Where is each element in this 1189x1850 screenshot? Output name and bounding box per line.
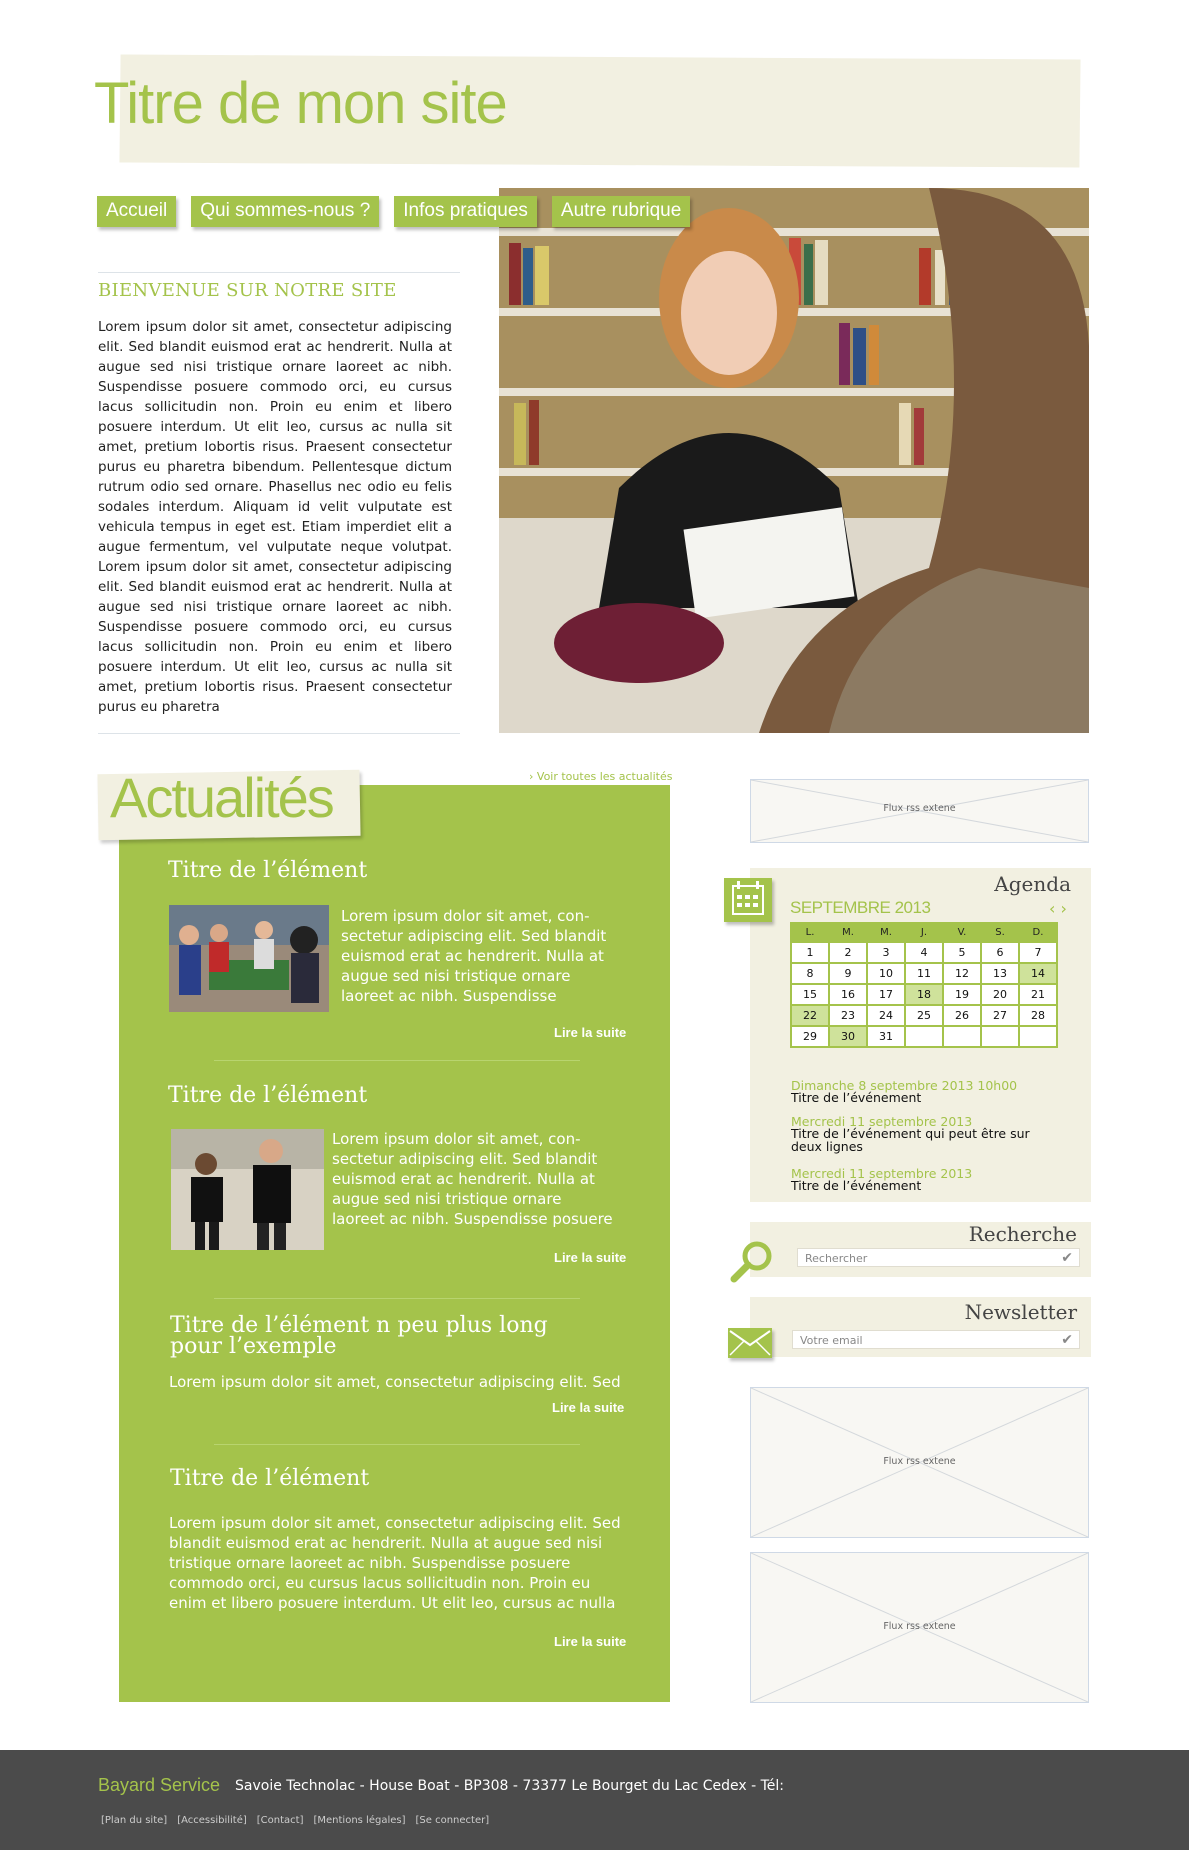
calendar-day[interactable]: 19 [943, 984, 981, 1005]
welcome-text: Lorem ipsum dolor sit amet, consectetur adipiscing elit. Sed blandit euismod erat ac hendrerit. Nulla at augue sed nisi tristique ornare laoreet ac nibh. Suspendisse posuere commodo orci, eu cursus lacus sollicitudin non. Proin eu enim et libero posuere interdum. Ut elit leo, cursus ac nulla sit amet, pretium lobortis risus. Praesent consectetur purus eu pharetra bibendum. Pellentesque dictum rutrum odio sed ornare. Phasellus nec odio eu felis sodales interdum. Aliquam id velit vulputate est vehicula tempus in eget est. Etiam imperdiet elit a augue fermentum, vel vulputate neque volutpat. Lorem ipsum dolor sit amet, consectetur adipiscing elit. Sed blandit euismod erat ac hendrerit. Nulla at augue sed nisi tristique ornare laoreet ac nibh. Suspendisse posuere commodo orci, eu cursus lacus sollicitudin non. Proin eu enim et libero posuere interdum. Ut elit leo, cursus ac nulla sit amet, pretium lobortis risus. Praesent consectetur purus eu pharetra [98, 319, 452, 715]
calendar-day[interactable]: 17 [867, 984, 905, 1005]
event-title[interactable]: Titre de l’événement [791, 1178, 922, 1193]
rss-feed-placeholder[interactable] [750, 779, 1089, 843]
calendar-day[interactable]: 25 [905, 1005, 943, 1026]
divider [98, 733, 460, 734]
news-separator [214, 1060, 580, 1061]
calendar-icon [724, 878, 772, 922]
event-title[interactable]: Titre de l’événement qui peut être sur deux lignes [791, 1126, 1030, 1154]
newsletter-placeholder: Votre email [800, 1334, 863, 1347]
read-more-link[interactable]: Lire la suite [554, 1634, 627, 1649]
calendar-day[interactable]: 23 [829, 1005, 867, 1026]
calendar-day[interactable]: 8 [791, 963, 829, 984]
agenda-title: Agenda [994, 872, 1071, 896]
rss-feed-label: Flux rss extene [883, 1456, 956, 1467]
hero-photo-illustration [499, 188, 1089, 733]
calendar-day-header: D. [1019, 923, 1057, 942]
rss-feed-placeholder[interactable] [750, 1552, 1089, 1703]
calendar-day-header: S. [981, 923, 1019, 942]
nav-item-autre-rubrique[interactable]: Autre rubrique [552, 196, 690, 227]
calendar-day[interactable]: 13 [981, 963, 1019, 984]
footer-link-plan-du-site[interactable]: [Plan du site] [101, 1815, 168, 1826]
calendar-day-highlighted[interactable]: 30 [829, 1026, 867, 1047]
calendar-day-header: L. [791, 923, 829, 942]
footer-link-se-connecter[interactable]: [Se connecter] [415, 1815, 490, 1826]
main-nav [97, 196, 690, 227]
calendar-day[interactable]: 11 [905, 963, 943, 984]
calendar-day-empty [1019, 1026, 1057, 1047]
news-item-text: Lorem ipsum dolor sit amet, con-sectetur adipiscing elit. Sed blandit euismod erat ac hendrerit. Nulla at augue sed nisi tristique ornare laoreet ac nibh. Suspendisse [341, 907, 607, 1005]
calendar-day-highlighted[interactable]: 22 [791, 1005, 829, 1026]
calendar-day[interactable]: 28 [1019, 1005, 1057, 1026]
calendar-day[interactable]: 2 [829, 942, 867, 963]
calendar-day-header: V. [943, 923, 981, 942]
nav-item-infos-pratiques[interactable]: Infos pratiques [394, 196, 537, 227]
calendar-day[interactable]: 6 [981, 942, 1019, 963]
calendar-day-highlighted[interactable]: 14 [1019, 963, 1057, 984]
nav-item-accueil[interactable]: Accueil [97, 196, 176, 227]
news-separator [214, 1444, 580, 1445]
welcome-title: BIENVENUE SUR NOTRE SITE [98, 280, 397, 301]
calendar-day[interactable]: 26 [943, 1005, 981, 1026]
newsletter-title: Newsletter [964, 1300, 1077, 1324]
news-item-image[interactable] [171, 1129, 324, 1250]
calendar-day[interactable]: 5 [943, 942, 981, 963]
rss-feed-placeholder[interactable] [750, 1387, 1089, 1538]
footer-link-mentions-legales[interactable]: [Mentions légales] [313, 1815, 406, 1826]
calendar-day[interactable]: 3 [867, 942, 905, 963]
calendar-day-header: J. [905, 923, 943, 942]
news-item-text: Lorem ipsum dolor sit amet, consectetur adipiscing elit. Sed blandit euismod erat ac hendrerit. Nulla at augue sed nisi tristique ornare laoreet ac nibh. Suspendisse posuere commodo orci, eu cursus lacus sollicitudin non. Proin eu enim et libero posuere interdum. Ut elit leo, cursus ac nulla [169, 1514, 621, 1612]
calendar-day[interactable]: 27 [981, 1005, 1019, 1026]
search-input[interactable] [797, 1248, 1080, 1267]
calendar-grid [790, 922, 1058, 1048]
newsletter-email-input[interactable] [792, 1330, 1080, 1349]
search-title: Recherche [968, 1222, 1077, 1246]
calendar-day[interactable]: 31 [867, 1026, 905, 1047]
news-item-text: Lorem ipsum dolor sit amet, con-sectetur adipiscing elit. Sed blandit euismod erat ac hendrerit. Nulla at augue sed nisi tristique ornare laoreet ac nibh. Suspendisse posuere [332, 1130, 613, 1228]
calendar-day-header: M. [829, 923, 867, 942]
news-item-title[interactable]: Titre de l’élément [170, 1466, 370, 1491]
news-item-image[interactable] [169, 905, 329, 1012]
calendar-day[interactable]: 10 [867, 963, 905, 984]
footer-brand[interactable]: Bayard Service [98, 1775, 221, 1795]
rss-feed-label: Flux rss extene [883, 803, 956, 814]
news-item-title[interactable]: Titre de l’élément [168, 858, 368, 883]
calendar-day[interactable]: 29 [791, 1026, 829, 1047]
divider [98, 272, 460, 273]
news-separator [214, 1298, 580, 1299]
event-title[interactable]: Titre de l’événement [791, 1090, 922, 1105]
site-title[interactable]: Titre de mon site [94, 71, 507, 136]
calendar-day[interactable]: 16 [829, 984, 867, 1005]
news-heading: Actualités [110, 766, 333, 829]
hero-photo [499, 188, 1089, 733]
footer [0, 1750, 1189, 1850]
calendar-day-empty [905, 1026, 943, 1047]
calendar-day[interactable]: 12 [943, 963, 981, 984]
calendar-day[interactable]: 20 [981, 984, 1019, 1005]
nav-item-qui-sommes-nous[interactable]: Qui sommes-nous ? [191, 196, 379, 227]
search-placeholder: Rechercher [805, 1252, 868, 1265]
calendar-day-empty [943, 1026, 981, 1047]
footer-link-contact[interactable]: [Contact] [256, 1815, 304, 1826]
read-more-link[interactable]: Lire la suite [554, 1025, 627, 1040]
news-item-title[interactable]: Titre de l’élément [168, 1083, 368, 1108]
news-item-title[interactable]: Titre de l’élément n peu plus long pour l’exemple [170, 1313, 548, 1359]
all-news-link[interactable]: › Voir toutes les actualités [529, 770, 673, 783]
rss-feed-label: Flux rss extene [883, 1621, 956, 1632]
calendar-day[interactable]: 21 [1019, 984, 1057, 1005]
calendar-day[interactable]: 1 [791, 942, 829, 963]
news-item-text: Lorem ipsum dolor sit amet, consectetur adipiscing elit. Sed [169, 1373, 621, 1391]
calendar-day-empty [981, 1026, 1019, 1047]
calendar-day[interactable]: 7 [1019, 942, 1057, 963]
calendar-day-highlighted[interactable]: 18 [905, 984, 943, 1005]
read-more-link[interactable]: Lire la suite [552, 1400, 625, 1415]
event-date: Mercredi 11 septembre 2013 [791, 1166, 973, 1181]
calendar-nav-arrows[interactable]: ‹ › [1049, 899, 1067, 918]
event-date: Mercredi 11 septembre 2013 [791, 1114, 973, 1129]
newsletter-submit-icon[interactable]: ✔ [1061, 1332, 1073, 1348]
read-more-link[interactable]: Lire la suite [554, 1250, 627, 1265]
calendar-day-header: M. [867, 923, 905, 942]
event-date: Dimanche 8 septembre 2013 10h00 [791, 1078, 1018, 1093]
footer-links [101, 1815, 489, 1826]
calendar-day[interactable]: 9 [829, 963, 867, 984]
calendar-day[interactable]: 15 [791, 984, 829, 1005]
footer-address: Savoie Technolac - House Boat - BP308 - 73377 Le Bourget du Lac Cedex - Tél: [235, 1778, 785, 1794]
calendar-day[interactable]: 4 [905, 942, 943, 963]
search-submit-icon[interactable]: ✔ [1061, 1250, 1073, 1266]
search-icon [728, 1238, 778, 1288]
calendar-day[interactable]: 24 [867, 1005, 905, 1026]
envelope-icon [728, 1328, 772, 1358]
calendar-month: SEPTEMBRE 2013 [790, 898, 931, 917]
footer-link-accessibilite[interactable]: [Accessibilité] [177, 1815, 247, 1826]
